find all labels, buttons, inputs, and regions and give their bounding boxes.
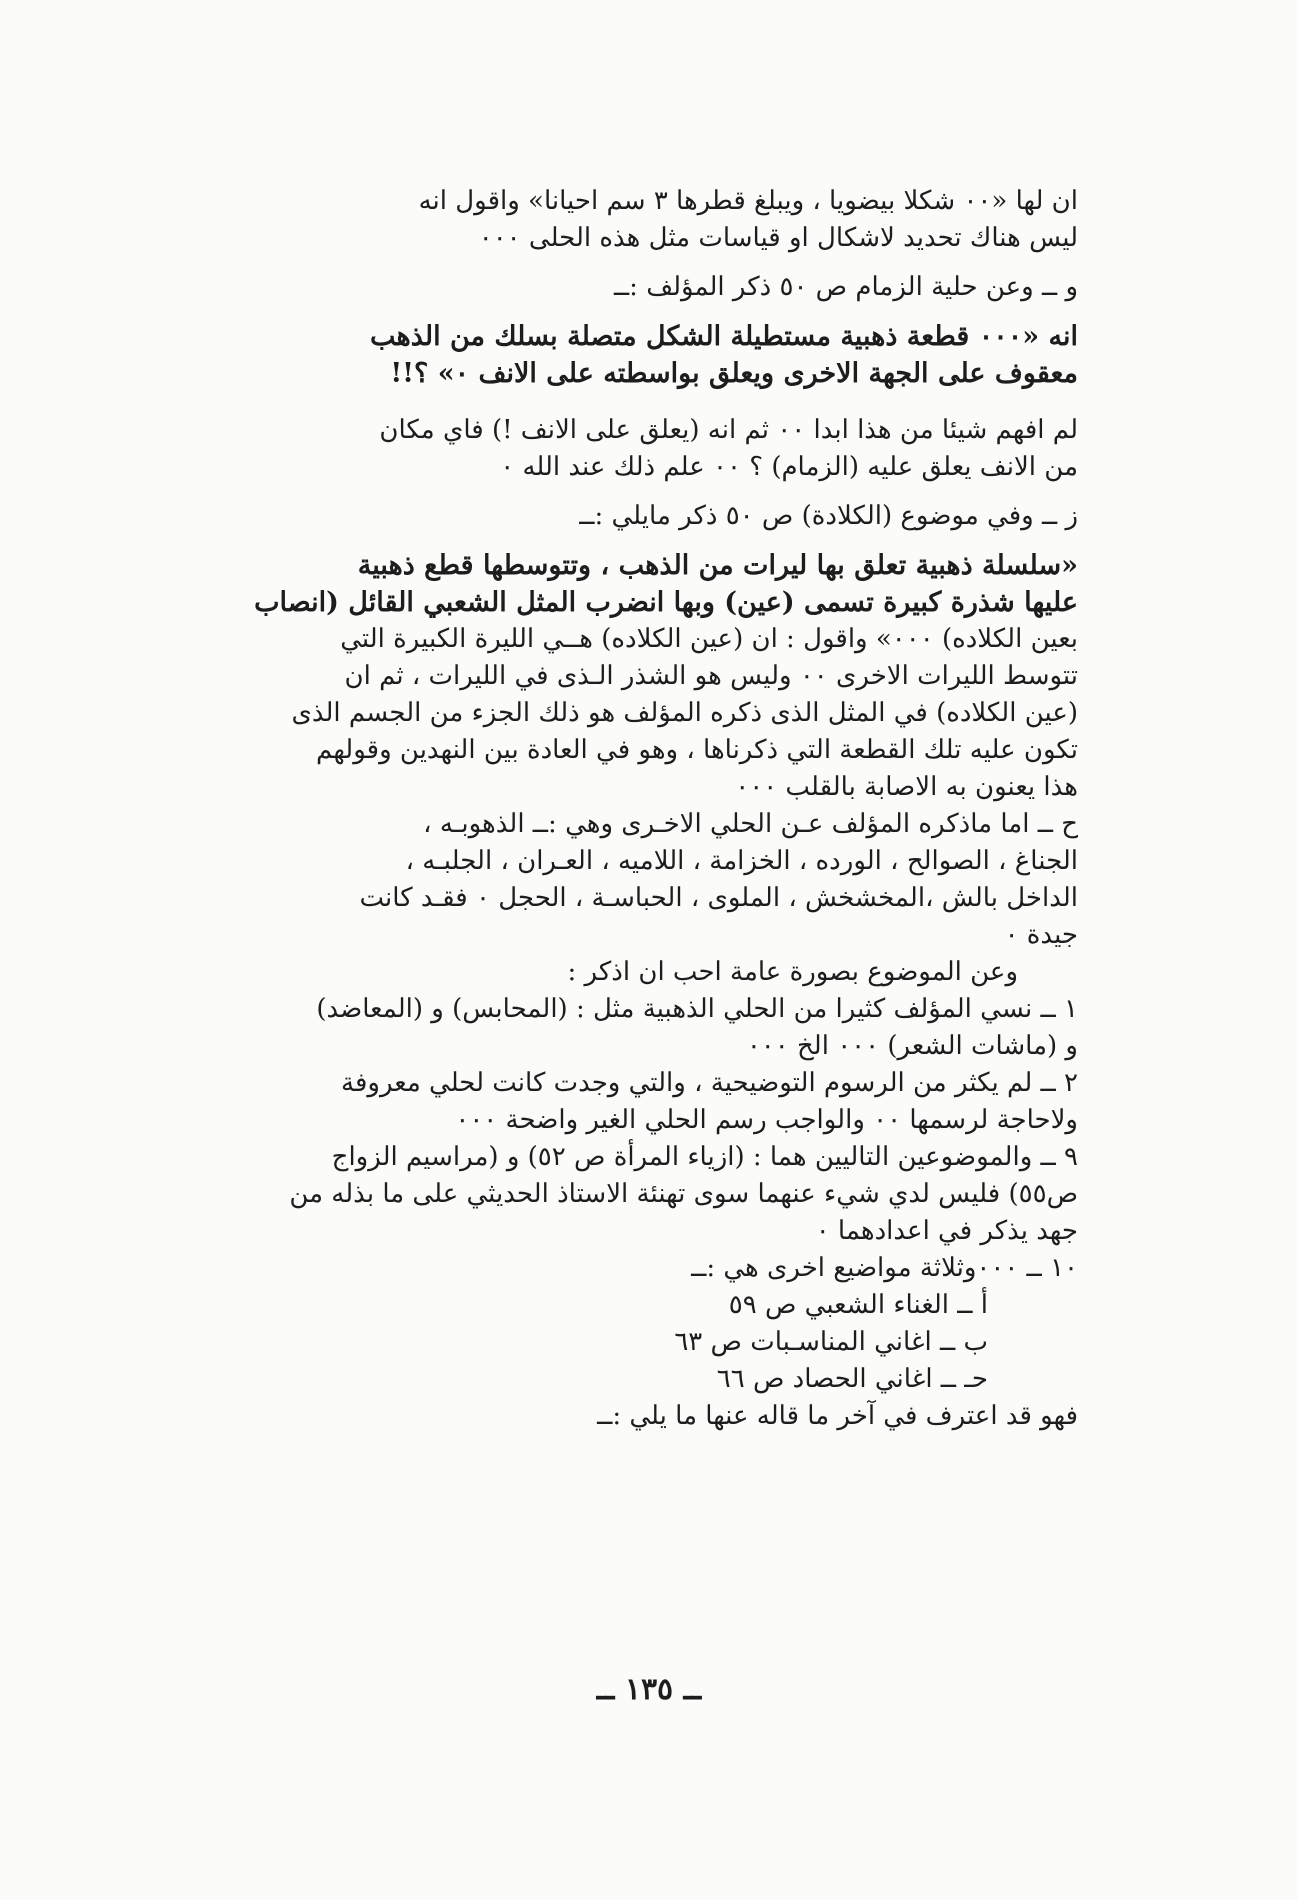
text-line: ان لها «٠٠ شكلا بيضويا ، ويبلغ قطرها ٣ سم احيانا» واقول انه (418, 186, 1078, 216)
text-line: و (ماشات الشعر) ٠٠٠ الخ ٠٠٠ (746, 1031, 1078, 1061)
text-line: ص٥٥) فليس لدي شيء عنهما سوى تهنئة الاستاذ الحديثي على ما بذله من (289, 1179, 1078, 1209)
body-text (196, 183, 1078, 1435)
text-line: تكون عليه تلك القطعة التي ذكرناها ، وهو في العادة بين النهدين وقولهم (316, 735, 1078, 765)
sub-list-item: حـ ــ اغاني الحصاد ص ٦٦ (716, 1364, 988, 1394)
list-item: ٢ ــ لم يكثر من الرسوم التوضيحية ، والتي وجدت كانت لحلي معروفة (341, 1068, 1078, 1098)
page-number: ــ ١٣٥ ــ (596, 1672, 702, 1707)
quoted-text-line: عليها شذرة كبيرة تسمى (عين) وبها انضرب المثل الشعبي القائل (انصاب (254, 587, 1078, 618)
text-line: و ــ وعن حلية الزمام ص ٥٠ ذكر المؤلف :ــ (613, 272, 1078, 302)
text-line: تتوسط الليرات الاخرى ٠٠ وليس هو الشذر الـذى في الليرات ، ثم ان (344, 661, 1078, 691)
list-item: ١٠ ــ ٠٠٠وثلاثة مواضيع اخرى هي :ــ (691, 1253, 1078, 1283)
quoted-text-line: انه «٠٠٠ قطعة ذهبية مستطيلة الشكل متصلة بسلك من الذهب (369, 321, 1078, 352)
text-line: جيدة ٠ (1004, 920, 1078, 950)
text-line: الجناغ ، الصوالح ، الورده ، الخزامة ، اللاميه ، العـران ، الجلبـه ، (405, 846, 1078, 876)
text-line: وعن الموضوع بصورة عامة احب ان اذكر : (567, 957, 1018, 987)
text-line: (عين الكلاده) في المثل الذى ذكره المؤلف هو ذلك الجزء من الجسم الذى (291, 698, 1078, 728)
text-line: لم افهم شيئا من هذا ابدا ٠٠ ثم انه (يعلق على الانف !) فاي مكان (379, 415, 1078, 445)
text-line: هذا يعنون به الاصابة بالقلب ٠٠٠ (735, 772, 1078, 802)
text-line: جهد يذكر في اعدادهما ٠ (815, 1216, 1078, 1246)
text-line: فهو قد اعترف في آخر ما قاله عنها ما يلي :ــ (597, 1401, 1078, 1431)
text-line: من الانف يعلق عليه (الزمام) ؟ ٠٠ علم ذلك عند الله ٠ (500, 452, 1078, 482)
text-line: ز ــ وفي موضوع (الكلادة) ص ٥٠ ذكر مايلي :ــ (579, 501, 1078, 531)
sub-list-item: أ ــ الغناء الشعبي ص ٥٩ (728, 1290, 988, 1320)
list-item: ١ ــ نسي المؤلف كثيرا من الحلي الذهبية مثل : (المحابس) و (المعاضد) (316, 994, 1078, 1024)
text-line: ليس هناك تحديد لاشكال او قياسات مثل هذه الحلى ٠٠٠ (478, 223, 1078, 253)
text-line: الداخل بالش ،المخشخش ، الملوى ، الحباسـة ، الحجل ٠ فقـد كانت (359, 883, 1078, 913)
quoted-text-line: «سلسلة ذهبية تعلق بها ليرات من الذهب ، وتتوسطها قطع ذهبية (357, 550, 1078, 581)
text-line: ولاحاجة لرسمها ٠٠ والواجب رسم الحلي الغير واضحة ٠٠٠ (455, 1105, 1078, 1135)
text-line: ح ــ اما ماذكره المؤلف عـن الحلي الاخـرى وهي :ــ الذهوبـه ، (423, 809, 1078, 839)
quoted-text-line: معقوف على الجهة الاخرى ويعلق بواسطته على الانف ٠» ؟!! (390, 358, 1078, 389)
sub-list-item: ب ــ اغاني المناسـبات ص ٦٣ (674, 1327, 988, 1357)
text-line: بعين الكلاده) ٠٠٠» واقول : ان (عين الكلاده) هــي الليرة الكبيرة التي (340, 624, 1078, 654)
list-item: ٩ ــ والموضوعين التاليين هما : (ازياء المرأة ص ٥٢) و (مراسيم الزواج (331, 1142, 1078, 1172)
